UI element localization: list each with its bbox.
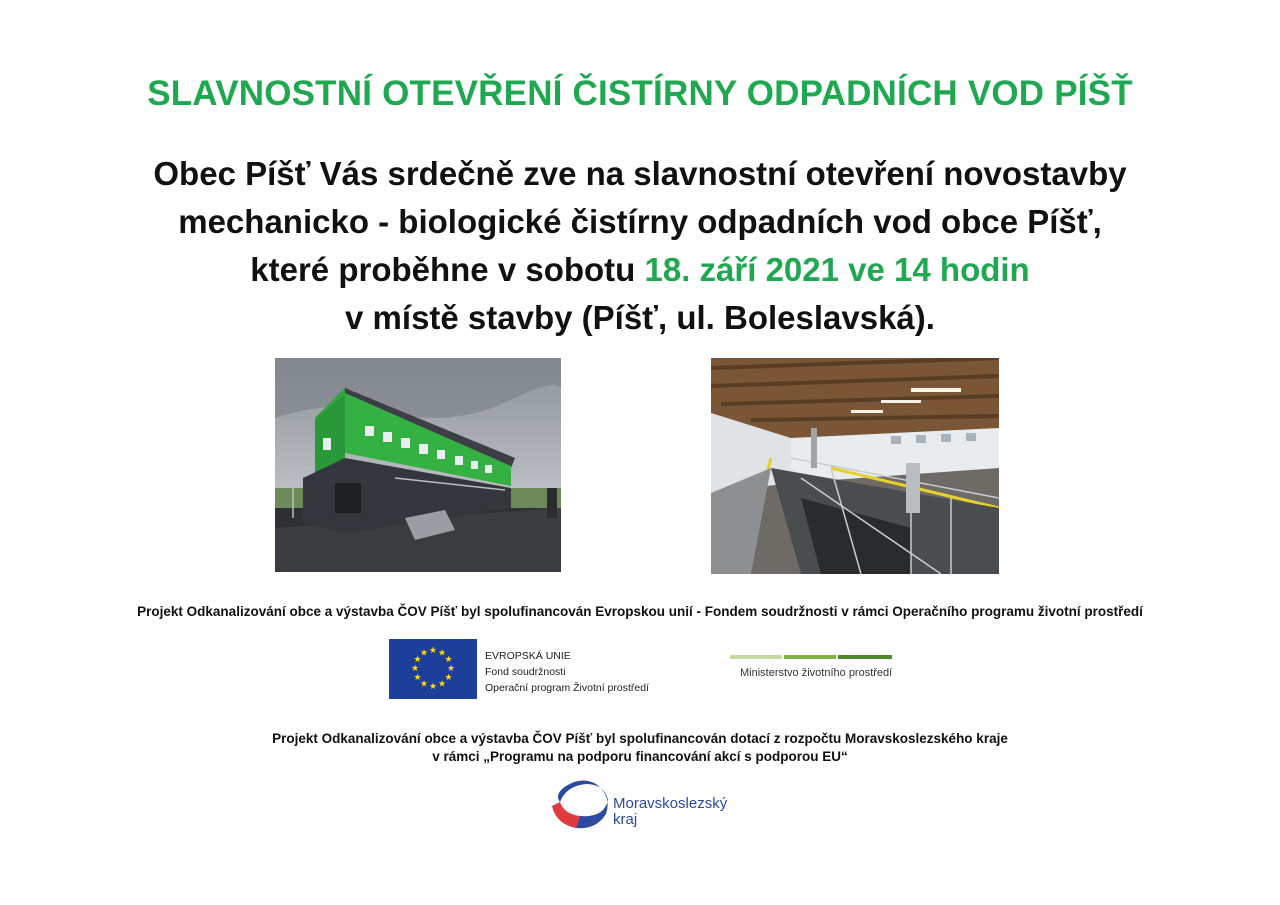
invitation-line-4: v místě stavby (Píšť, ul. Boleslavská). — [345, 299, 935, 336]
invitation-line-3 — [40, 246, 1240, 294]
region-logo-line-2: kraj — [613, 811, 638, 828]
region-cofunding-line-2: v rámci „Programu na podporu financování akcí s podporou EU“ — [432, 749, 848, 764]
eu-logo-line-3: Operační program Životní prostředí — [485, 682, 649, 694]
svg-text:★: ★ — [437, 648, 447, 659]
svg-text:★: ★ — [444, 673, 453, 683]
region-emblem-icon — [546, 778, 610, 834]
eu-logo-line-2: Fond soudržnosti — [485, 666, 566, 678]
region-cofunding-line-1: Projekt Odkanalizování obce a výstavba ČOV Píšť byl spolufinancován dotací z rozpočtu Moravskoslezského kraje — [272, 731, 1008, 746]
svg-text:★: ★ — [446, 664, 456, 674]
svg-text:★: ★ — [413, 673, 422, 683]
svg-text:★: ★ — [410, 664, 420, 674]
region-cofunding-note — [0, 730, 1280, 766]
svg-text:★: ★ — [428, 646, 438, 656]
building-exterior-photo — [275, 358, 561, 572]
svg-text:★: ★ — [413, 655, 422, 665]
svg-text:★: ★ — [437, 679, 447, 690]
ministry-bars-icon — [730, 655, 892, 660]
svg-text:★: ★ — [419, 648, 429, 659]
eu-cofunding-note: Projekt Odkanalizování obce a výstavba ČOV Píšť byl spolufinancován Evropskou unií - Fondem soudržnosti v rámci Operačního programu životní prostředí — [137, 604, 1143, 619]
page-title: SLAVNOSTNÍ OTEVŘENÍ ČISTÍRNY ODPADNÍCH VOD PÍŠŤ — [147, 74, 1133, 113]
region-logo — [546, 778, 746, 834]
eu-logo-line-1: EVROPSKÁ UNIE — [485, 650, 571, 662]
invitation-line-1: Obec Píšť Vás srdečně zve na slavnostní otevření novostavby — [153, 155, 1127, 192]
ministry-logo — [730, 655, 892, 685]
plant-interior-photo — [711, 358, 999, 574]
event-date-time: 18. září 2021 ve 14 hodin — [644, 251, 1030, 288]
eu-logo — [389, 639, 679, 699]
svg-text:★: ★ — [444, 655, 453, 665]
region-logo-text — [613, 796, 727, 828]
invitation-text — [40, 150, 1240, 342]
ministry-logo-text: Ministerstvo životního prostředí — [740, 667, 893, 679]
region-logo-line-1: Moravskoslezský — [613, 795, 728, 812]
svg-text:★: ★ — [419, 679, 429, 690]
invitation-line-3-prefix: které proběhne v sobotu — [250, 251, 645, 288]
eu-logo-text — [485, 648, 649, 696]
svg-text:★: ★ — [428, 682, 438, 692]
eu-flag-icon — [389, 639, 477, 699]
invitation-line-2: mechanicko - biologické čistírny odpadních vod obce Píšť, — [178, 203, 1102, 240]
